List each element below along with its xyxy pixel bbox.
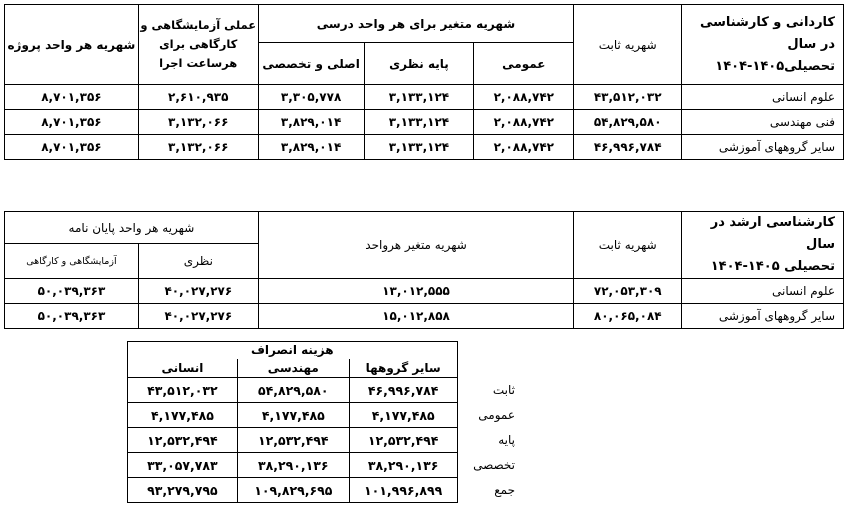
- cell-lab: ۵۰,۰۳۹,۳۶۳: [5, 304, 139, 329]
- cell-practical: ۳,۱۳۲,۰۶۶: [138, 110, 258, 135]
- cell-fixed: ۷۲,۰۵۳,۳۰۹: [574, 279, 682, 304]
- table-row: [5, 135, 844, 160]
- row-label: عمومی: [478, 408, 515, 422]
- table1-title-line2: تحصیلی۱۴۰۵-۱۴۰۴: [715, 58, 835, 74]
- cell-lab: ۵۰,۰۳۹,۳۶۳: [5, 279, 139, 304]
- undergrad-tuition-table: [4, 4, 844, 160]
- cell-project: ۸,۷۰۱,۳۵۶: [5, 110, 139, 135]
- table3-title: هزینه انصراف: [128, 342, 458, 359]
- cell-other: ۳۸,۲۹۰,۱۳۶: [349, 453, 457, 478]
- cell-other: ۴۶,۹۹۶,۷۸۴: [349, 378, 457, 403]
- table-row: [128, 478, 522, 503]
- cell-fixed: ۴۶,۹۹۶,۷۸۴: [574, 135, 682, 160]
- table1-project-header: شهریه هر واحد پروژه: [5, 5, 139, 85]
- cell-other: ۴,۱۷۷,۴۸۵: [349, 403, 457, 428]
- table-row: [5, 110, 844, 135]
- row-label: علوم انسانی: [682, 85, 844, 110]
- row-label: تخصصی: [473, 458, 515, 472]
- row-label: جمع: [494, 483, 515, 497]
- row-label: سایر گروههای آموزشی: [682, 135, 844, 160]
- row-label: علوم انسانی: [682, 279, 844, 304]
- table3-col-other: سایر گروهها: [349, 359, 457, 378]
- table2-sub-lab: آزمایشگاهی و کارگاهی: [5, 244, 139, 279]
- cell-practical: ۳,۱۳۲,۰۶۶: [138, 135, 258, 160]
- table1-sub-base: پایه نظری: [364, 43, 474, 85]
- table1-sub-major: اصلی و تخصصی: [258, 43, 364, 85]
- cell-eng: ۳۸,۲۹۰,۱۳۶: [237, 453, 349, 478]
- table-row: [128, 378, 522, 403]
- cell-eng: ۱۰۹,۸۲۹,۶۹۵: [237, 478, 349, 503]
- withdrawal-cost-table: [127, 341, 521, 503]
- table2-fixed-header: شهریه ثابت: [574, 212, 682, 279]
- table1-sub-general: عمومی: [474, 43, 574, 85]
- table1-title: [682, 5, 844, 85]
- table-row: [128, 428, 522, 453]
- cell-human: ۴۳,۵۱۲,۰۳۲: [128, 378, 238, 403]
- cell-other: ۱۲,۵۳۲,۴۹۴: [349, 428, 457, 453]
- cell-human: ۴,۱۷۷,۴۸۵: [128, 403, 238, 428]
- table2-title: [682, 212, 844, 279]
- table-row: [128, 403, 522, 428]
- cell-fixed: ۵۴,۸۲۹,۵۸۰: [574, 110, 682, 135]
- cell-project: ۸,۷۰۱,۳۵۶: [5, 85, 139, 110]
- table2-variable-header: شهریه متغیر هرواحد: [258, 212, 573, 279]
- cell-major: ۳,۸۲۹,۰۱۴: [258, 110, 364, 135]
- table-row: [5, 85, 844, 110]
- cell-major: ۳,۳۰۵,۷۷۸: [258, 85, 364, 110]
- cell-theory: ۴۰,۰۲۷,۲۷۶: [138, 279, 258, 304]
- table3-col-human: انسانی: [128, 359, 238, 378]
- row-label: سایر گروههای آموزشی: [682, 304, 844, 329]
- cell-variable: ۱۵,۰۱۲,۸۵۸: [258, 304, 573, 329]
- cell-base: ۳,۱۳۳,۱۲۴: [364, 110, 474, 135]
- cell-theory: ۴۰,۰۲۷,۲۷۶: [138, 304, 258, 329]
- masters-tuition-table: [4, 211, 844, 329]
- table1-fixed-header: شهریه ثابت: [574, 5, 682, 85]
- table-row: [5, 304, 844, 329]
- cell-general: ۲,۰۸۸,۷۴۲: [474, 135, 574, 160]
- row-label: پایه: [498, 433, 515, 447]
- row-label: فنی مهندسی: [682, 110, 844, 135]
- cell-eng: ۵۴,۸۲۹,۵۸۰: [237, 378, 349, 403]
- cell-eng: ۴,۱۷۷,۴۸۵: [237, 403, 349, 428]
- table3-col-eng: مهندسی: [237, 359, 349, 378]
- cell-human: ۱۲,۵۳۲,۴۹۴: [128, 428, 238, 453]
- cell-variable: ۱۳,۰۱۲,۵۵۵: [258, 279, 573, 304]
- cell-base: ۳,۱۳۳,۱۲۴: [364, 135, 474, 160]
- cell-human: ۳۳,۰۵۷,۷۸۳: [128, 453, 238, 478]
- cell-other: ۱۰۱,۹۹۶,۸۹۹: [349, 478, 457, 503]
- cell-practical: ۲,۶۱۰,۹۳۵: [138, 85, 258, 110]
- table1-title-line1: کاردانی و کارشناسی در سال: [699, 14, 835, 52]
- cell-general: ۲,۰۸۸,۷۴۲: [474, 85, 574, 110]
- cell-general: ۲,۰۸۸,۷۴۲: [474, 110, 574, 135]
- table-row: [128, 453, 522, 478]
- cell-base: ۳,۱۳۳,۱۲۴: [364, 85, 474, 110]
- cell-human: ۹۳,۲۷۹,۷۹۵: [128, 478, 238, 503]
- cell-fixed: ۸۰,۰۶۵,۰۸۴: [574, 304, 682, 329]
- cell-eng: ۱۲,۵۳۲,۴۹۴: [237, 428, 349, 453]
- table2-sub-theory: نظری: [138, 244, 258, 279]
- table1-variable-header: شهریه متغیر برای هر واحد درسی: [258, 5, 574, 43]
- table-row: [5, 279, 844, 304]
- table2-title-line2: تحصیلی ۱۴۰۵-۱۴۰۴: [710, 259, 835, 274]
- table2-title-line1: کارشناسی ارشد در سال: [710, 215, 835, 252]
- cell-fixed: ۴۳,۵۱۲,۰۳۲: [574, 85, 682, 110]
- table1-practical-header: عملی آزمایشگاهی و کارگاهی برای هرساعت اجرا: [138, 5, 258, 85]
- cell-project: ۸,۷۰۱,۳۵۶: [5, 135, 139, 160]
- row-label: ثابت: [492, 383, 515, 397]
- cell-major: ۳,۸۲۹,۰۱۴: [258, 135, 364, 160]
- table2-thesis-header: شهریه هر واحد پایان نامه: [5, 212, 259, 244]
